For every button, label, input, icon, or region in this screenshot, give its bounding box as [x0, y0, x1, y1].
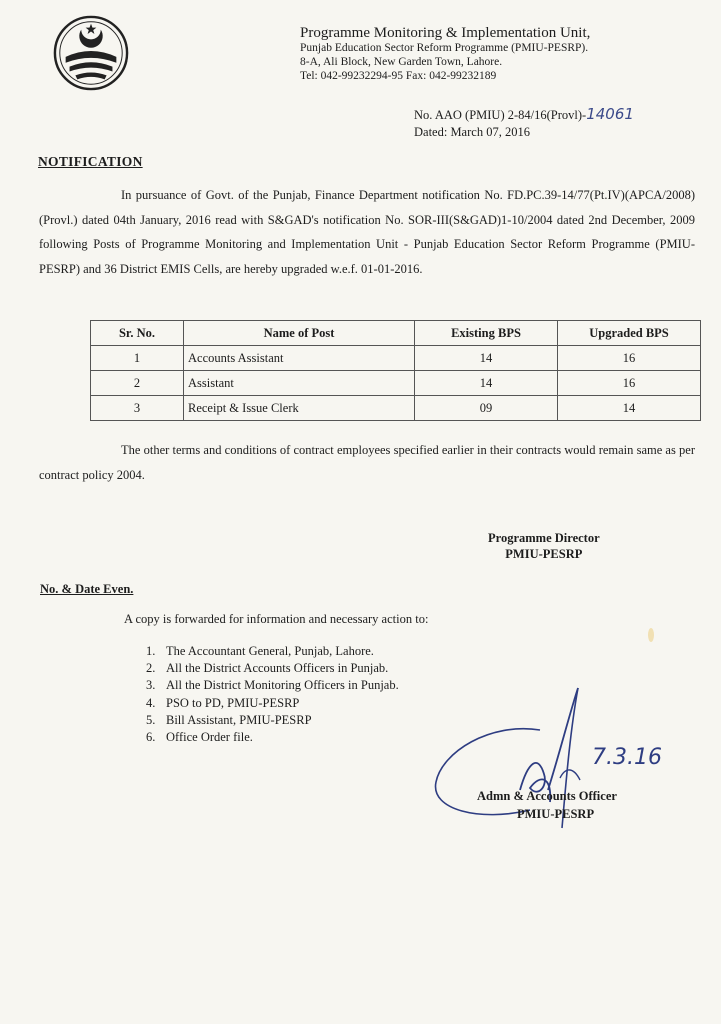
programme-director-block [488, 530, 600, 563]
notification-heading: NOTIFICATION [38, 154, 143, 169]
cell-sr-no: 1 [91, 346, 184, 371]
list-item-text: Office Order file. [166, 730, 253, 745]
upgraded-posts-table [90, 320, 701, 421]
column-header-existing-bps: Existing BPS [415, 321, 558, 346]
list-item [146, 712, 399, 729]
forwarding-text: A copy is forwarded for information and necessary action to: [124, 612, 429, 626]
table-row [91, 396, 701, 421]
list-item-text: All the District Accounts Officers in Punjab. [166, 661, 389, 676]
organization-address: 8-A, Ali Block, New Garden Town, Lahore. [300, 55, 503, 68]
list-item-number: 5. [146, 712, 156, 727]
list-item [146, 695, 399, 712]
punjab-government-emblem-icon [52, 14, 130, 92]
handwritten-reference-number: 14061 [586, 105, 634, 123]
organization-programme: Punjab Education Sector Reform Programme (PMIU-PESRP). [300, 42, 589, 54]
organization-contact: Tel: 042-99232294-95 Fax: 042-99232189 [300, 69, 497, 82]
director-unit: PMIU-PESRP [505, 547, 583, 562]
officer-title: Admn & Accounts Officer [477, 789, 617, 803]
column-header-name-of-post: Name of Post [184, 321, 415, 346]
cell-upgraded-bps: 16 [558, 346, 701, 371]
officer-unit: PMIU-PESRP [517, 806, 595, 821]
column-header-sr-no: Sr. No. [91, 321, 184, 346]
table-row [91, 371, 701, 396]
terms-paragraph: The other terms and conditions of contract employees specified earlier in their contracts would remain same as per contract policy 2004. [39, 443, 695, 482]
cell-upgraded-bps: 14 [558, 396, 701, 421]
list-item-number: 2. [146, 661, 156, 676]
list-item [146, 729, 399, 746]
cell-sr-no: 2 [91, 371, 184, 396]
cell-post-name: Receipt & Issue Clerk [184, 396, 415, 421]
copy-recipients-list [146, 643, 399, 746]
table-header-row [91, 321, 701, 346]
paper-stain [648, 628, 654, 642]
organization-name: Programme Monitoring & Implementation Unit, [300, 25, 591, 41]
cell-existing-bps: 09 [415, 396, 558, 421]
column-header-upgraded-bps: Upgraded BPS [558, 321, 701, 346]
list-item-number: 1. [146, 644, 156, 658]
cell-existing-bps: 14 [415, 346, 558, 371]
cell-post-name: Accounts Assistant [184, 346, 415, 371]
reference-number-line [414, 104, 634, 124]
accounts-officer-block [477, 788, 617, 823]
list-item [146, 660, 399, 677]
list-item-text: Bill Assistant, PMIU-PESRP [166, 712, 312, 727]
list-item-text: All the District Monitoring Officers in Punjab. [166, 678, 399, 693]
table-row [91, 346, 701, 371]
signature-date: 7.3.16 [592, 745, 662, 770]
reference-number: No. AAO (PMIU) 2-84/16(Provl)- [414, 108, 587, 122]
list-item-text: PSO to PD, PMIU-PESRP [166, 695, 300, 710]
director-title: Programme Director [488, 531, 600, 545]
organization-header [300, 24, 590, 83]
list-item-number: 4. [146, 695, 156, 710]
list-item [146, 677, 399, 694]
cell-sr-no: 3 [91, 396, 184, 421]
list-item [146, 643, 399, 660]
list-item-number: 3. [146, 678, 156, 693]
list-item-number: 6. [146, 730, 156, 745]
even-number-heading: No. & Date Even. [40, 582, 134, 596]
reference-date: Dated: March 07, 2016 [414, 125, 530, 140]
notification-body-paragraph: In pursuance of Govt. of the Punjab, Finance Department notification No. FD.PC.39-14/77(Pt.IV)(APCA/2008)(Provl.) dated 04th January, 2016 read with S&GAD's notification No. SOR-III(S&GAD)1-10/2004 dated 2nd December, 2009 following Posts of Programme Monitoring and Implementation Unit - Punjab Education Sector Reform Programme (PMIU-PESRP) and 36 District EMIS Cells, are hereby upgraded w.e.f. 01-01-2016. [39, 188, 695, 276]
cell-post-name: Assistant [184, 371, 415, 396]
reference-block [414, 104, 634, 141]
cell-upgraded-bps: 16 [558, 371, 701, 396]
list-item-text: The Accountant General, Punjab, Lahore. [166, 644, 374, 658]
cell-existing-bps: 14 [415, 371, 558, 396]
